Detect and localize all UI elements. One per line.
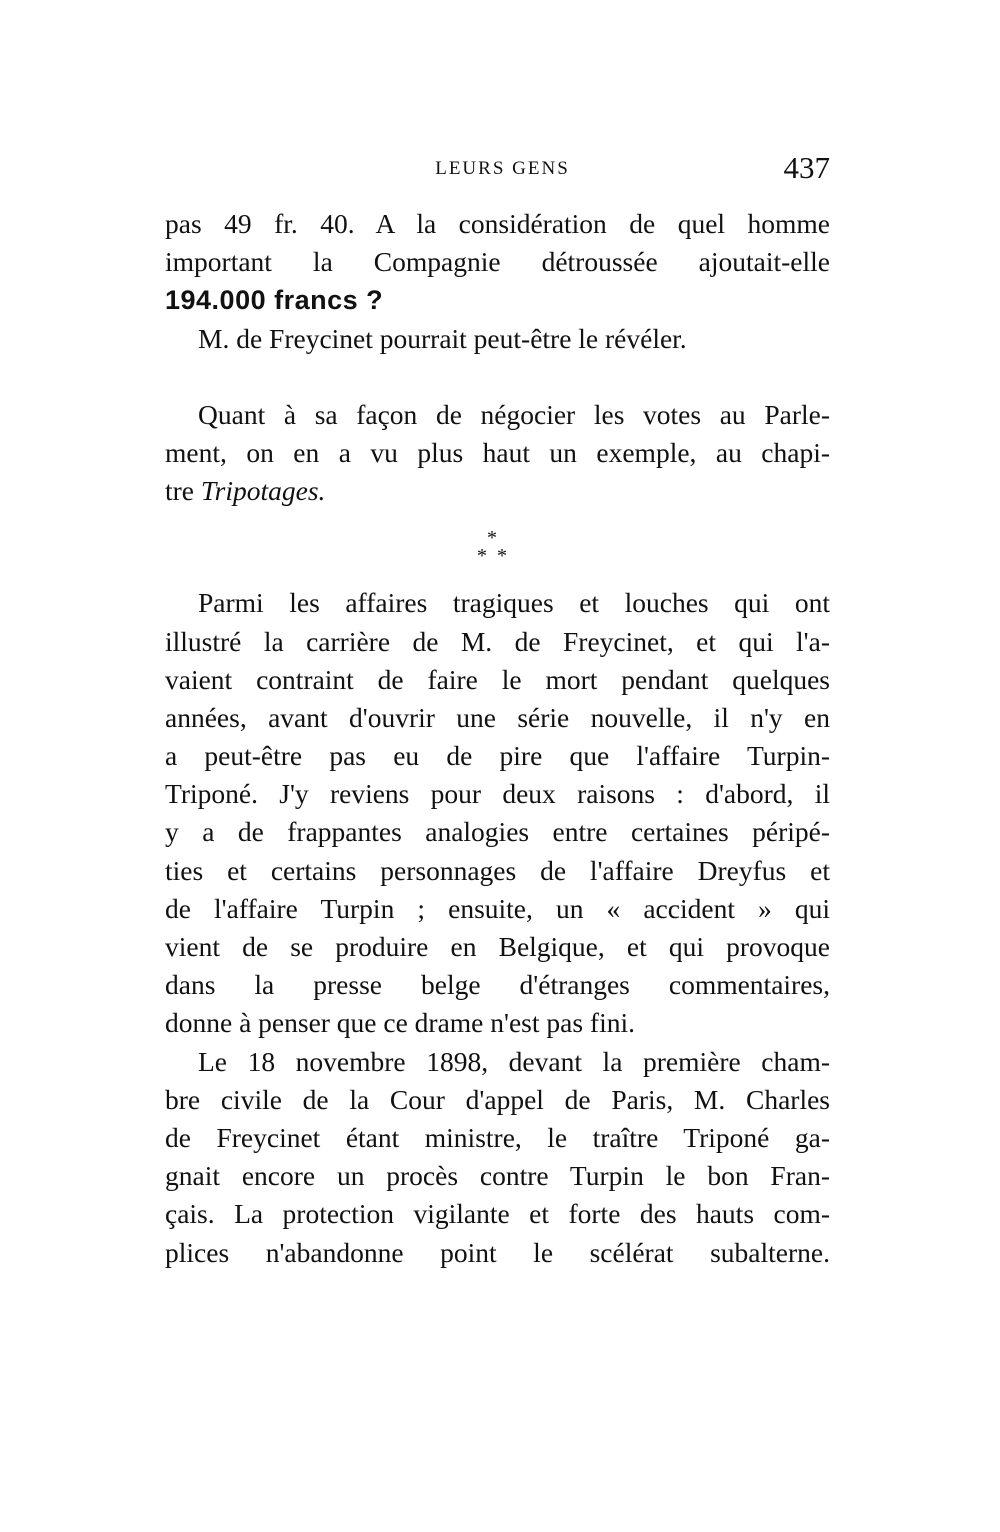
text-line: y a de frappantes analogies entre certaines péripé- [165, 816, 830, 848]
text-line: de l'affaire Turpin ; ensuite, un « accident » qui [165, 892, 830, 924]
text-line: vaient contraint de faire le mort pendant quelques [165, 663, 830, 695]
text-line: pas 49 fr. 40. A la considération de quel homme [165, 208, 830, 239]
text-line: plices n'abandonne point le scélérat subalterne. [165, 1236, 830, 1268]
text-line: gnait encore un procès contre Turpin le bon Fran- [165, 1160, 830, 1192]
text-line: a peut-être pas eu de pire que l'affaire Turpin- [165, 740, 830, 772]
text-line: années, avant d'ouvrir une série nouvelle, il n'y en [165, 701, 830, 733]
text-line: illustré la carrière de M. de Freycinet, et qui l'a- [165, 625, 830, 657]
text-line: important la Compagnie détroussée ajoutait-elle [165, 246, 830, 278]
text-line: çais. La protection vigilante et forte des hauts com- [165, 1198, 830, 1230]
text-line: Le 18 novembre 1898, devant la première cham- [198, 1045, 830, 1077]
page-header [165, 150, 830, 190]
text-line: ment, on en a vu plus haut un exemple, au chapi- [165, 436, 830, 468]
text-line: Quant à sa façon de négocier les votes au Parle- [198, 398, 830, 430]
running-head: LEURS GENS [435, 158, 570, 179]
text-line [165, 281, 830, 319]
text-fragment: tre [165, 475, 201, 507]
text-line: ties et certains personnages de l'affaire Dreyfus et [165, 854, 830, 886]
text-line: donne à penser que ce drame n'est pas fini. [165, 1007, 635, 1039]
asterism-separator [165, 510, 830, 570]
text-line: dans la presse belge d'étranges commentaires, [165, 969, 830, 1001]
text-line: Parmi les affaires tragiques et louches qui ont [198, 587, 830, 619]
body-text [165, 205, 830, 1272]
text-line: vient de se produire en Belgique, et qui provoque [165, 931, 830, 962]
text-line: bre civile de la Cour d'appel de Paris, M. Charles [165, 1083, 830, 1115]
paragraph-gap [165, 358, 830, 396]
page-number: 437 [783, 150, 830, 185]
paragraph-gap [165, 570, 830, 584]
text-line: de Freycinet étant ministre, le traître Triponé ga- [165, 1121, 830, 1153]
chapter-title-italic: Tripotages. [200, 475, 326, 507]
text-line: M. de Freycinet pourrait peut-être le révéler. [198, 322, 687, 354]
text-line: Triponé. J'y reviens pour deux raisons : d'abord, il [165, 778, 830, 810]
text-line [165, 472, 830, 510]
asterism-star-right: * [497, 545, 507, 568]
asterism-star-top: * [487, 527, 497, 550]
amount-bold: 194.000 francs ? [165, 285, 384, 316]
asterism-star-left: * [477, 545, 487, 568]
